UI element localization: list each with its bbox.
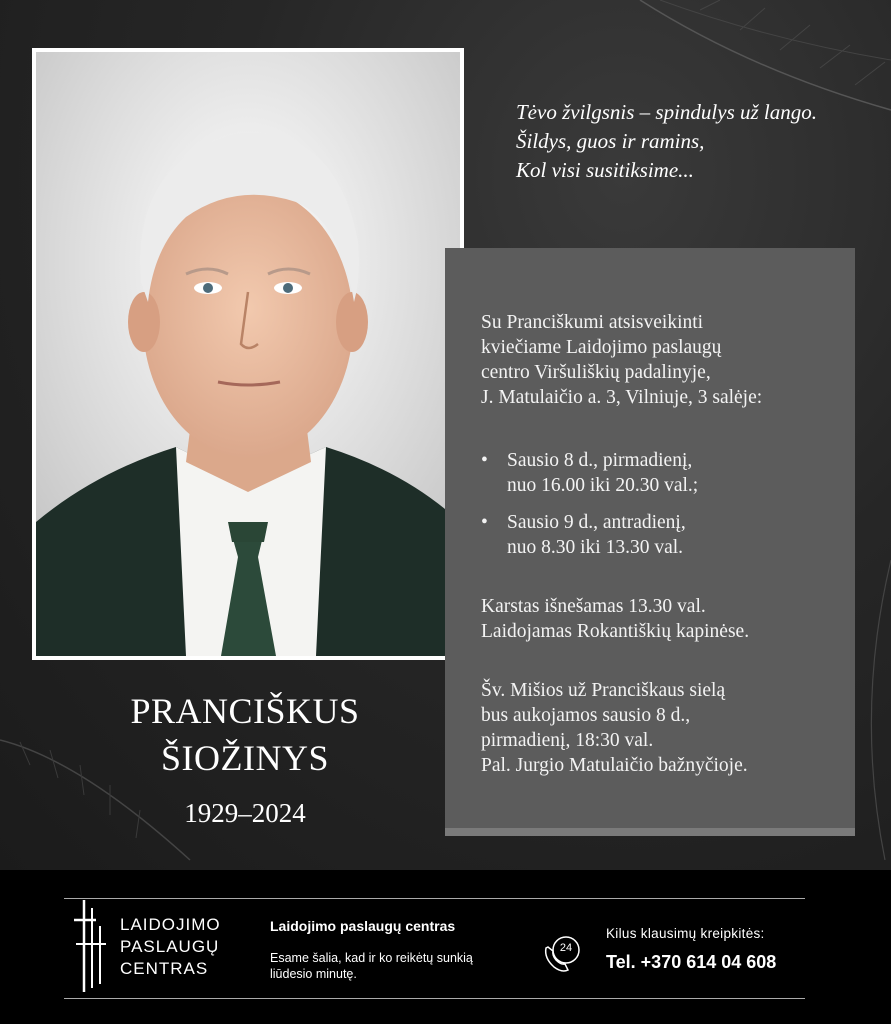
intro-line: Su Pranciškumi atsisveikinti (481, 312, 704, 333)
company-title: Laidojimo paslaugų centras (270, 918, 456, 934)
schedule-time: nuo 16.00 iki 20.30 val.; (507, 475, 699, 496)
logo-line: LAIDOJIMO (120, 915, 221, 934)
schedule-date: Sausio 8 d., pirmadienį, (507, 450, 693, 471)
burial-line: Karstas išnešamas 13.30 val. (481, 596, 706, 617)
divider (64, 898, 805, 899)
mass-line: Pal. Jurgio Matulaičio bažnyčioje. (481, 755, 748, 776)
logo-line: CENTRAS (120, 959, 209, 978)
funeral-info-panel (445, 248, 855, 836)
poem (516, 98, 817, 185)
deceased-first-name: PRANCIŠKUS (130, 691, 360, 731)
contact-label: Kilus klausimų kreipkitės: (606, 926, 765, 941)
portrait-frame (32, 48, 464, 660)
mass-text (481, 678, 748, 778)
intro-text (481, 310, 762, 410)
schedule-time: nuo 8.30 iki 13.30 val. (507, 537, 684, 558)
leaf-decoration-icon (855, 560, 891, 860)
bullet-icon: • (481, 512, 488, 533)
company-description: Esame šalia, kad ir ko reikėtų sunkią liūdesio minutę. (270, 951, 473, 981)
mass-line: pirmadienį, 18:30 val. (481, 730, 654, 751)
divider (64, 998, 805, 999)
mass-line: Šv. Mišios už Pranciškaus sielą (481, 680, 726, 701)
burial-line: Laidojamas Rokantiškių kapinėse. (481, 621, 750, 642)
intro-line: J. Matulaičio a. 3, Vilniuje, 3 salėje: (481, 387, 763, 408)
poem-line: Kol visi susitiksime... (516, 158, 694, 182)
phone-24-icon (542, 934, 582, 974)
poem-line: Šildys, guos ir ramins, (516, 129, 705, 153)
portrait-illustration (36, 52, 460, 656)
intro-line: kviečiame Laidojimo paslaugų (481, 337, 722, 358)
bullet-icon: • (481, 450, 488, 471)
logo-text (120, 914, 221, 980)
badge-number: 24 (559, 942, 573, 954)
life-years: 1929–2024 (184, 798, 306, 828)
footer (0, 870, 891, 1024)
schedule-date: Sausio 9 d., antradienį, (507, 512, 686, 533)
poem-line: Tėvo žvilgsnis – spindulys už lango. (516, 100, 818, 124)
mass-line: bus aukojamos sausio 8 d., (481, 705, 691, 726)
intro-line: centro Viršuliškių padalinyje, (481, 362, 711, 383)
cross-logo-icon (70, 896, 110, 996)
portrait-photo (36, 52, 460, 656)
phone-number[interactable]: Tel. +370 614 04 608 (606, 952, 777, 972)
logo-line: PASLAUGŲ (120, 937, 220, 956)
burial-text (481, 594, 749, 644)
deceased-last-name: ŠIOŽINYS (160, 738, 329, 778)
